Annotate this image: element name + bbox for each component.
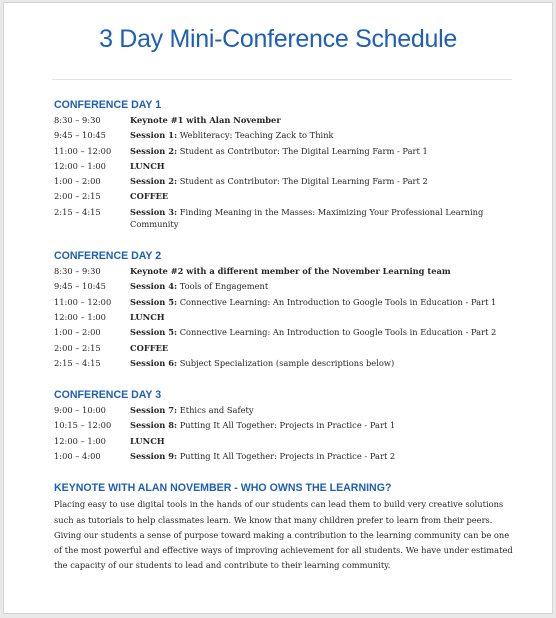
session-description (130, 114, 516, 126)
session-label: Session 5: (130, 327, 178, 338)
session-description (130, 357, 516, 369)
schedule-row (54, 265, 516, 280)
session-label: COFFEE (130, 191, 169, 202)
session-title: Webliteracy: Teaching Zack to Think (177, 130, 334, 141)
conference-day-section (54, 98, 516, 233)
time-slot: 10:15 – 12:00 (54, 420, 112, 431)
time-slot: 12:00 – 1:00 (54, 160, 106, 171)
session-description (130, 311, 516, 323)
schedule-row (54, 160, 516, 175)
session-label: LUNCH (130, 160, 165, 171)
schedule-row (54, 342, 516, 357)
time-slot: 1:00 – 4:00 (54, 451, 101, 462)
session-description (130, 419, 516, 431)
session-label: Session 5: (130, 296, 178, 307)
schedule-row (54, 326, 516, 341)
session-description (130, 435, 516, 447)
session-description (130, 296, 516, 308)
time-slot: 8:30 – 9:30 (54, 115, 101, 125)
session-description (130, 404, 516, 416)
time-slot: 11:00 – 12:00 (54, 296, 112, 307)
time-slot: 9:45 – 10:45 (54, 130, 106, 141)
schedule-row (54, 296, 516, 311)
session-title: Tools of Engagement (177, 281, 269, 292)
day-heading: CONFERENCE DAY 1 (54, 99, 162, 111)
schedule-content (54, 98, 516, 573)
time-slot: 12:00 – 1:00 (54, 311, 106, 322)
session-description (130, 129, 516, 141)
session-description (130, 265, 516, 277)
session-description (130, 190, 516, 202)
session-title: Subject Specialization (sample descriptions below) (177, 357, 395, 368)
session-title: Putting It All Together: Projects in Practice - Part 1 (177, 420, 396, 431)
schedule-row (54, 419, 516, 434)
session-label: Session 1: (130, 130, 178, 141)
schedule-row (54, 450, 516, 465)
schedule-row (54, 206, 516, 233)
time-slot: 9:45 – 10:45 (54, 281, 106, 292)
session-label: Session 7: (130, 405, 178, 416)
schedule-row (54, 404, 516, 419)
session-description (130, 326, 516, 338)
schedule-row (54, 145, 516, 160)
time-slot: 2:15 – 4:15 (54, 357, 101, 368)
schedule-row (54, 311, 516, 326)
session-title: Putting It All Together: Projects in Practice - Part 2 (177, 451, 396, 462)
session-title: Finding Meaning in the Masses: Maximizing Your Professional Learning Community (130, 206, 484, 229)
session-description (130, 175, 516, 187)
time-slot: 11:00 – 12:00 (54, 145, 112, 156)
time-slot: 8:30 – 9:30 (54, 266, 101, 277)
time-slot: 1:00 – 2:00 (54, 327, 101, 338)
session-title: Student as Contributor: The Digital Learning Farm - Part 2 (177, 176, 428, 187)
session-label: Keynote #1 with Alan November (130, 115, 281, 125)
keynote-description: Placing easy to use digital tools in the hands of our students can lead them to build very creative solutions such as tutorials to help classmates learn. We know that many children prefer to learn from their peers. Giving our students a sense of purpose toward making a contribution to the learning community can be one of the most powerful and effective ways of improving achievement for all students. We have under estimated the capacity of our students to lead and contribute to their learning community. (54, 499, 513, 571)
session-description (130, 342, 516, 354)
schedule-days (54, 98, 516, 465)
title-divider (52, 79, 512, 80)
time-slot: 1:00 – 2:00 (54, 176, 101, 187)
session-label: LUNCH (130, 311, 165, 322)
conference-day-section (54, 249, 516, 372)
time-slot: 2:15 – 4:15 (54, 206, 101, 217)
session-title: Student as Contributor: The Digital Learning Farm - Part 1 (177, 145, 428, 156)
schedule-row (54, 129, 516, 144)
schedule-row (54, 114, 516, 129)
time-slot: 2:00 – 2:15 (54, 191, 101, 202)
schedule-row (54, 280, 516, 295)
session-label: Session 2: (130, 176, 178, 187)
day-heading: CONFERENCE DAY 3 (54, 389, 162, 402)
session-description (130, 206, 516, 230)
session-label: Session 8: (130, 420, 178, 431)
session-label: Session 4: (130, 281, 178, 292)
time-slot: 2:00 – 2:15 (54, 342, 101, 353)
session-label: Session 9: (130, 451, 178, 462)
session-title: Connective Learning: An Introduction to Google Tools in Education - Part 1 (177, 296, 497, 307)
session-label: Session 2: (130, 145, 178, 156)
schedule-row (54, 190, 516, 205)
session-label: Session 3: (130, 206, 178, 217)
time-slot: 9:00 – 10:00 (54, 405, 106, 416)
schedule-row (54, 435, 516, 450)
keynote-heading: KEYNOTE WITH ALAN NOVEMBER - WHO OWNS THE LEARNING? (54, 482, 392, 495)
session-description (130, 145, 516, 157)
session-description (130, 160, 516, 172)
session-title: Ethics and Safety (177, 405, 254, 416)
schedule-row (54, 175, 516, 190)
day-heading: CONFERENCE DAY 2 (54, 250, 162, 263)
page-title: 3 Day Mini-Conference Schedule (99, 25, 457, 53)
session-label: Session 6: (130, 357, 178, 368)
session-title: Connective Learning: An Introduction to Google Tools in Education - Part 2 (177, 327, 497, 338)
schedule-row (54, 357, 516, 372)
session-label: Keynote #2 with a different member of the November Learning team (130, 266, 451, 277)
session-description (130, 280, 516, 292)
document-page (3, 2, 553, 614)
time-slot: 12:00 – 1:00 (54, 435, 106, 446)
session-description (130, 450, 516, 462)
session-label: LUNCH (130, 435, 165, 446)
session-label: COFFEE (130, 342, 169, 353)
conference-day-section (54, 388, 516, 465)
